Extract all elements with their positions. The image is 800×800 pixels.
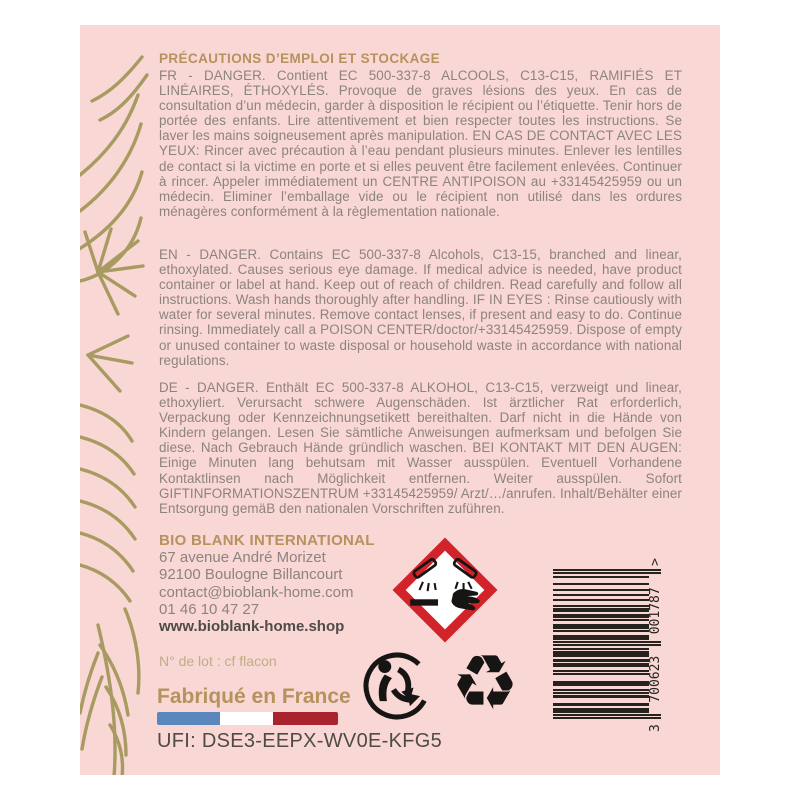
- recycling-triangle-icon: ♻: [450, 638, 520, 727]
- lot-number-text: N° de lot : cf flacon: [159, 653, 277, 669]
- flag-white-stripe: [220, 712, 272, 725]
- barcode-arrow: >: [648, 558, 663, 566]
- company-address-block: [159, 532, 375, 635]
- barcode-digits: [648, 558, 663, 732]
- decorative-botanical-lines-art: [80, 25, 155, 775]
- barcode-left-digit: 3: [648, 724, 663, 732]
- triman-recycling-icon: [361, 650, 433, 722]
- company-email: contact@bioblank-home.com: [159, 583, 354, 601]
- label-back-panel: [80, 25, 720, 775]
- barcode-group2: 001787: [648, 587, 663, 635]
- made-in-france-text: Fabriqué en France: [157, 685, 351, 708]
- flag-blue-stripe: [157, 712, 220, 725]
- company-website: www.bioblank-home.shop: [159, 618, 345, 636]
- precautions-paragraph-fr: FR - DANGER. Contient EC 500-337-8 ALCOOLS, C13-C15, RAMIFIÉS ET LINÉAIRES, ÉTHOXYLÉS. Provoque de graves lésions des yeux. En cas de consultation d’un médecin, garder à disposition le récipient ou l’étiquette. Tenir hors de portée des enfants. Lire attentivement et bien respecter toutes les instructions. Se laver les mains soigneusement après manipulation. EN CAS DE CONTACT AVEC LES YEUX: Rincer avec précaution à l’eau pendant plusieurs minutes. Enlever les lentilles de contact si la victime en porte et si elles peuvent être facilement enlevées. Continuer à rincer. Appeler immédiatement un CENTRE ANTIPOISON au +33145425959 ou un médecin. Eliminer l’emballage vide ou le récipient non utilisé dans les ordures ménagères conformément à la règlementation nationale.: [159, 68, 682, 219]
- precautions-paragraph-de: DE - DANGER. Enthält EC 500-337-8 ALKOHOL, C13-C15, verzweigt und linear, ethoxyliert. Verursacht schwere Augenschäden. Ist ärztlicher Rat erforderlich, Verpackung oder Kennzeichnungsetikett bereithalten. Darf nicht in die Hände von Kindern gelangen. Lesen Sie sämtliche Anweisungen aufmerksam und befolgen Sie diese. Nach Gebrauch Hände gründlich waschen. BEI KONTAKT MIT DEN AUGEN: Einige Minuten lang behutsam mit Wasser ausspülen. Eventuell Vorhandene Kontaktlinsen nach Möglichkeit entfernen. Weiter ausspülen. Sofort GIFTINFORMATIONSZENTRUM +33145425959/ Arzt/…/anrufen. Inhalt/Behälter einer Entsorgung gemäB den nationalen Vorschriften zuführen.: [159, 380, 682, 516]
- ghs05-corrosive-icon: [387, 532, 503, 648]
- precautions-heading: PRÉCAUTIONS D’EMPLOI ET STOCKAGE: [159, 51, 441, 66]
- company-address-line2: 92100 Boulogne Billancourt: [159, 566, 343, 584]
- barcode-group1: 700623: [648, 655, 663, 703]
- flag-red-stripe: [273, 712, 338, 725]
- ufi-code-text: UFI: DSE3-EEPX-WV0E-KFG5: [157, 730, 443, 752]
- company-name: BIO BLANK INTERNATIONAL: [159, 532, 375, 549]
- french-flag-bar: [157, 712, 338, 725]
- company-phone: 01 46 10 47 27: [159, 600, 260, 618]
- ean13-barcode: [553, 558, 675, 732]
- precautions-paragraph-en: EN - DANGER. Contains EC 500-337-8 Alcohols, C13-15, branched and linear, ethoxylated. Causes serious eye damage. If medical advice is needed, have product container or label at hand. Keep out of reach of children. Read carefully and follow all instructions. Wash hands thoroughly after handling. IF IN EYES : Rinse cautiously with water for several minutes. Remove contact lenses, if present and easy to do. Continue rinsing. Immediately call a POISON CENTER/doctor/+33145425959. Dispose of empty or unused container to waste disposal or household waste in accordance with national regulations.: [159, 247, 682, 368]
- company-address-line1: 67 avenue André Morizet: [159, 549, 326, 567]
